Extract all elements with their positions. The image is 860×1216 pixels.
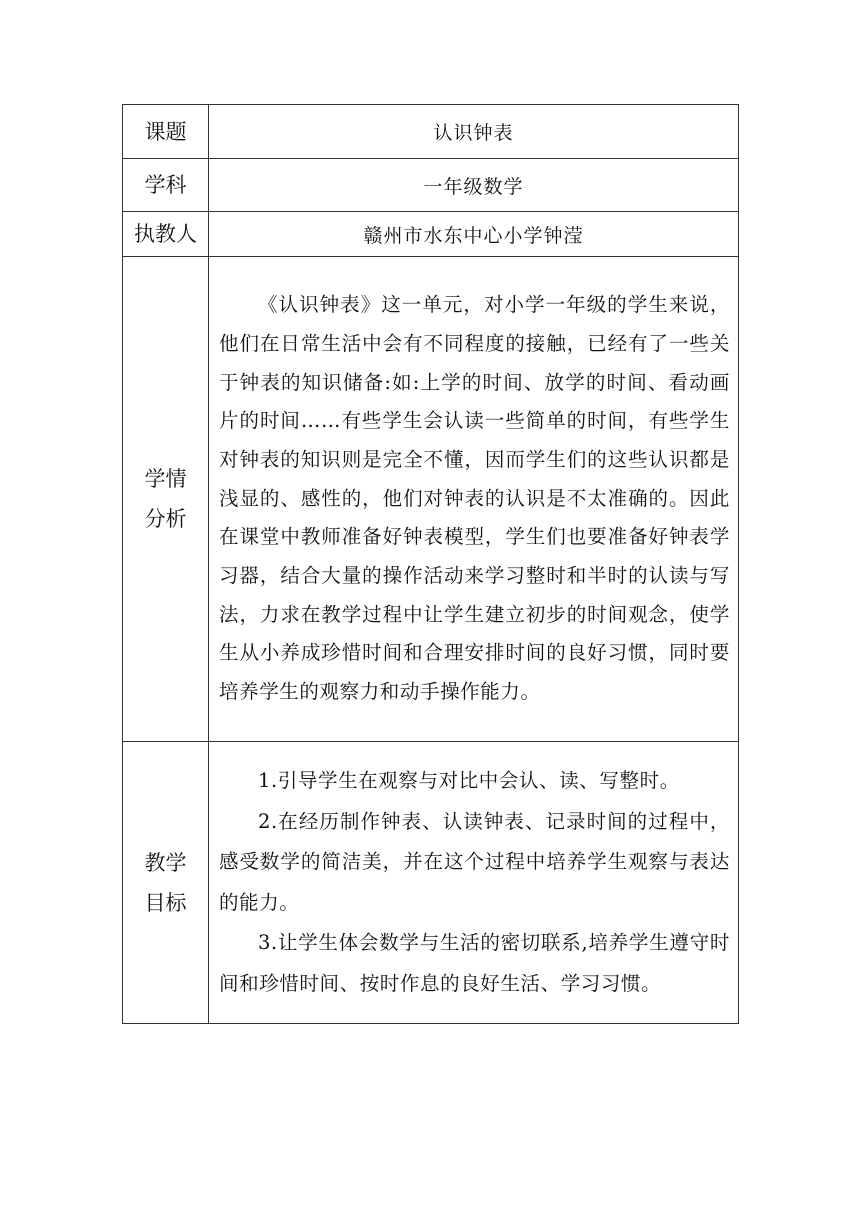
analysis-label-line2: 分析 bbox=[144, 507, 187, 531]
analysis-label-line1: 学情 bbox=[144, 467, 187, 491]
goals-content bbox=[209, 742, 739, 1024]
analysis-content bbox=[209, 257, 739, 742]
topic-row bbox=[123, 105, 739, 159]
goals-label-line1: 教学 bbox=[144, 850, 187, 875]
goals-label bbox=[123, 742, 209, 1024]
lesson-plan-table bbox=[122, 104, 739, 1024]
analysis-row bbox=[123, 257, 739, 742]
teacher-value: 赣州市水东中心小学钟滢 bbox=[209, 212, 739, 257]
teacher-label: 执教人 bbox=[123, 212, 209, 257]
topic-value: 认识钟表 bbox=[209, 105, 739, 159]
subject-value: 一年级数学 bbox=[209, 159, 739, 212]
subject-row bbox=[123, 159, 739, 212]
teacher-row bbox=[123, 212, 739, 257]
goals-row bbox=[123, 742, 739, 1024]
analysis-label bbox=[123, 257, 209, 742]
topic-label: 课题 bbox=[123, 105, 209, 159]
goal-item: 3.让学生体会数学与生活的密切联系,培养学生遵守时间和珍惜时间、按时作息的良好生活、学习习惯。 bbox=[219, 931, 730, 995]
goal-item: 2.在经历制作钟表、认读钟表、记录时间的过程中，感受数学的简洁美，并在这个过程中培养学生观察与表达的能力。 bbox=[219, 809, 730, 914]
goal-item: 1.引导学生在观察与对比中会认、读、写整时。 bbox=[258, 769, 680, 792]
subject-label: 学科 bbox=[123, 159, 209, 212]
analysis-text: 《认识钟表》这一单元，对小学一年级的学生来说，他们在日常生活中会有不同程度的接触，已经有了一些关于钟表的知识储备:如:上学的时间、放学的时间、看动画片的时间……有些学生会认读一些简单的时间，有些学生对钟表的知识则是完全不懂，因而学生们的这些认识都是浅显的、感性的，他们对钟表的认识是不太准确的。因此在课堂中教师准备好钟表模型，学生们也要准备好钟表学习器，结合大量的操作活动来学习整时和半时的认读与写法，力求在教学过程中让学生建立初步的时间观念，使学生从小养成珍惜时间和合理安排时间的良好习惯，同时要培养学生的观察力和动手操作能力。 bbox=[219, 293, 730, 704]
goals-label-line2: 目标 bbox=[144, 890, 187, 915]
